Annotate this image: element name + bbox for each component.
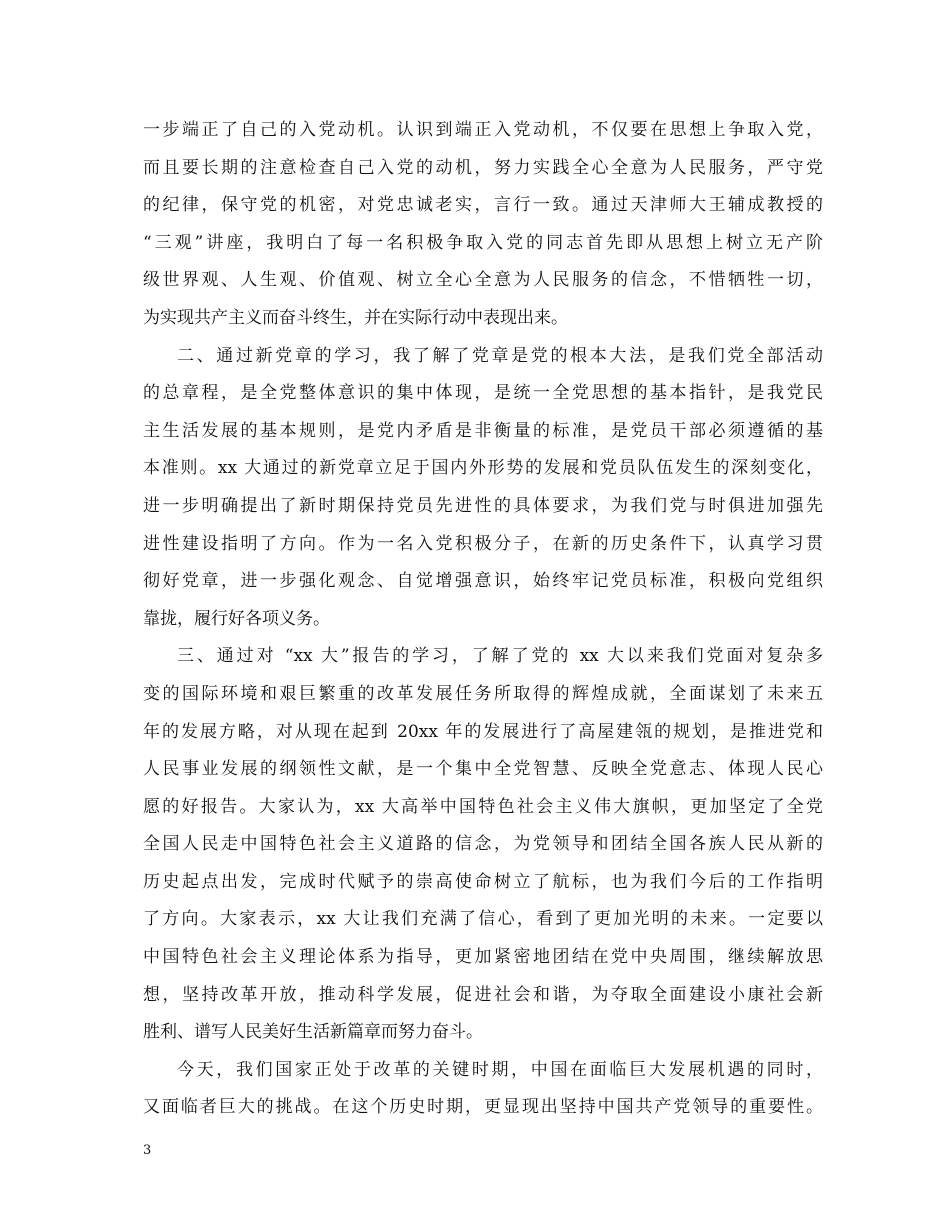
text-line: 而且要长期的注意检查自己入党的动机，努力实践全心全意为人民服务，严守党 <box>143 157 823 178</box>
text-line: 本准则。xx 大通过的新党章立足于国内外形势的发展和党员队伍发生的深刻变化， <box>143 458 823 479</box>
text-line: 二、通过新党章的学习，我了解了党章是党的根本大法，是我们党全部活动 <box>177 345 823 366</box>
text-line: 人民事业发展的纲领性文献，是一个集中全党智慧、反映全党意志、体现人民心 <box>143 759 823 780</box>
text-line: “三观”讲座，我明白了每一名积极争取入党的同志首先即从思想上树立无产阶 <box>143 232 823 253</box>
text-line: 想，坚持改革开放，推动科学发展，促进社会和谐，为夺取全面建设小康社会新 <box>143 984 823 1005</box>
text-line: 的纪律，保守党的机密，对党忠诚老实，言行一致。通过天津师大王辅成教授的 <box>143 195 823 216</box>
page-number: 3 <box>143 1143 152 1158</box>
text-line: 历史起点出发，完成时代赋予的崇高使命树立了航标，也为我们今后的工作指明 <box>143 871 823 892</box>
text-line: 全国人民走中国特色社会主义道路的信念，为党领导和团结全国各族人民从新的 <box>143 834 823 855</box>
text-line: 主生活发展的基本规则，是党内矛盾是非衡量的标准，是党员干部必须遵循的基 <box>143 420 823 441</box>
text-line: 的总章程，是全党整体意识的集中体现，是统一全党思想的基本指针，是我党民 <box>143 383 823 404</box>
text-line: 级世界观、人生观、价值观、树立全心全意为人民服务的信念，不惜牺牲一切， <box>143 270 823 291</box>
text-line: 愿的好报告。大家认为，xx 大高举中国特色社会主义伟大旗帜，更加坚定了全党 <box>143 796 823 817</box>
text-line: 今天，我们国家正处于改革的关键时期，中国在面临巨大发展机遇的同时， <box>177 1059 823 1080</box>
text-line: 进一步明确提出了新时期保持党员先进性的具体要求，为我们党与时俱进加强先 <box>143 495 823 516</box>
text-line: 变的国际环境和艰巨繁重的改革发展任务所取得的辉煌成就，全面谋划了未来五 <box>143 683 823 704</box>
text-line: 靠拢，履行好各项义务。 <box>143 608 330 629</box>
text-line: 年的发展方略，对从现在起到 20xx 年的发展进行了高屋建瓴的规划，是推进党和 <box>143 721 823 742</box>
text-line: 彻好党章，进一步强化观念、自觉增强意识，始终牢记党员标准，积极向党组织 <box>143 571 823 592</box>
text-line: 了方向。大家表示，xx 大让我们充满了信心，看到了更加光明的未来。一定要以 <box>143 909 823 930</box>
text-line: 一步端正了自己的入党动机。认识到端正入党动机，不仅要在思想上争取入党， <box>143 120 823 140</box>
body-text <box>143 112 823 1127</box>
text-line: 又面临者巨大的挑战。在这个历史时期，更显现出坚持中国共产党领导的重要性。 <box>143 1097 823 1118</box>
text-line: 为实现共产主义而奋斗终生，并在实际行动中表现出来。 <box>143 307 568 328</box>
text-line: 中国特色社会主义理论体系为指导，更加紧密地团结在党中央周围，继续解放思 <box>143 947 823 968</box>
text-line: 胜利、谱写人民美好生活新篇章而努力奋斗。 <box>143 1022 483 1043</box>
text-line: 进性建设指明了方向。作为一名入党积极分子，在新的历史条件下，认真学习贯 <box>143 533 823 554</box>
text-line: 三、通过对 “xx 大”报告的学习，了解了党的 xx 大以来我们党面对复杂多 <box>177 646 823 667</box>
